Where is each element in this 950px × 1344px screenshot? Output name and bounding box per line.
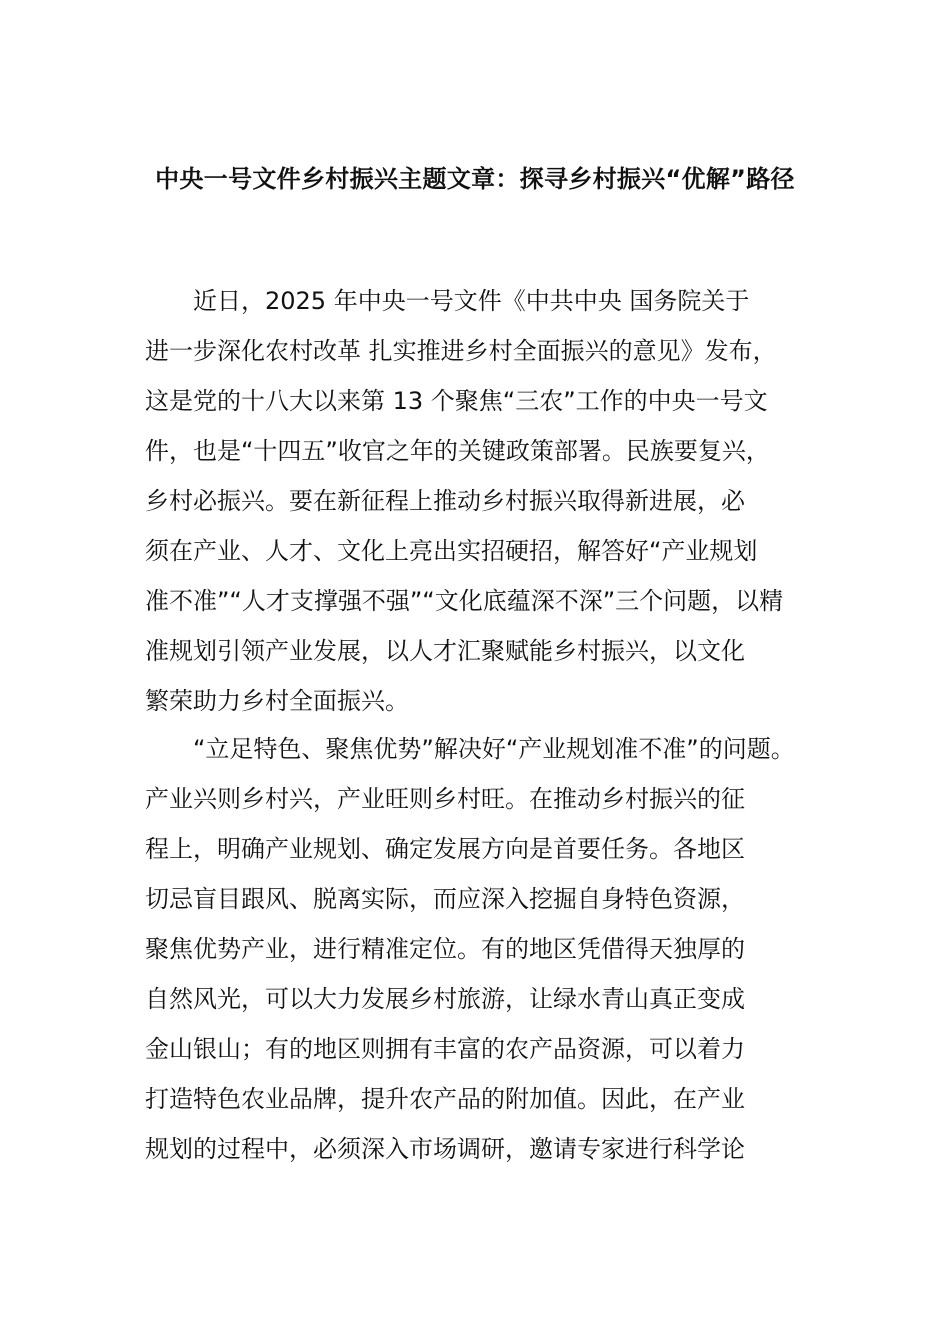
paragraph-line: 打造特色农业品牌，提升农产品的附加值。因此，在产业: [145, 1085, 745, 1113]
paragraph-line: 近日，2025 年中央一号文件《中共中央 国务院关于: [193, 287, 750, 315]
paragraph-line: 金山银山；有的地区则拥有丰富的农产品资源，可以着力: [145, 1035, 745, 1063]
paragraph-line: 程上，明确产业规划、确定发展方向是首要任务。各地区: [145, 835, 745, 863]
paragraph-line: 件，也是“十四五”收官之年的关键政策部署。民族要复兴，: [145, 437, 770, 465]
document-title: 中央一号文件乡村振兴主题文章：探寻乡村振兴“优解”路径: [155, 165, 795, 193]
paragraph-line: 这是党的十八大以来第 13 个聚焦“三农”工作的中央一号文: [145, 387, 768, 415]
paragraph-line: 切忌盲目跟风、脱离实际，而应深入挖掘自身特色资源，: [145, 885, 745, 913]
paragraph-1: [145, 276, 825, 726]
paragraph-line: 产业兴则乡村兴，产业旺则乡村旺。在推动乡村振兴的征: [145, 785, 745, 813]
paragraph-line: 乡村必振兴。要在新征程上推动乡村振兴取得新进展，必: [145, 487, 745, 515]
paragraph-line: 准规划引领产业发展，以人才汇聚赋能乡村振兴，以文化: [145, 637, 745, 665]
paragraph-line: 须在产业、人才、文化上亮出实招硬招，解答好“产业规划: [145, 537, 758, 565]
paragraph-line: 繁荣助力乡村全面振兴。: [145, 687, 409, 715]
paragraph-line: 进一步深化农村改革 扎实推进乡村全面振兴的意见》发布，: [145, 337, 777, 365]
paragraph-line: 规划的过程中，必须深入市场调研，邀请专家进行科学论: [145, 1135, 745, 1163]
paragraph-line: 自然风光，可以大力发展乡村旅游，让绿水青山真正变成: [145, 985, 745, 1013]
paragraph-2: [145, 724, 825, 1174]
paragraph-line: 准不准”“人才支撑强不强”“文化底蕴深不深”三个问题，以精: [145, 587, 784, 615]
paragraph-line: 聚焦优势产业，进行精准定位。有的地区凭借得天独厚的: [145, 935, 745, 963]
paragraph-line: “立足特色、聚焦优势”解决好“产业规划准不准”的问题。: [193, 735, 795, 763]
